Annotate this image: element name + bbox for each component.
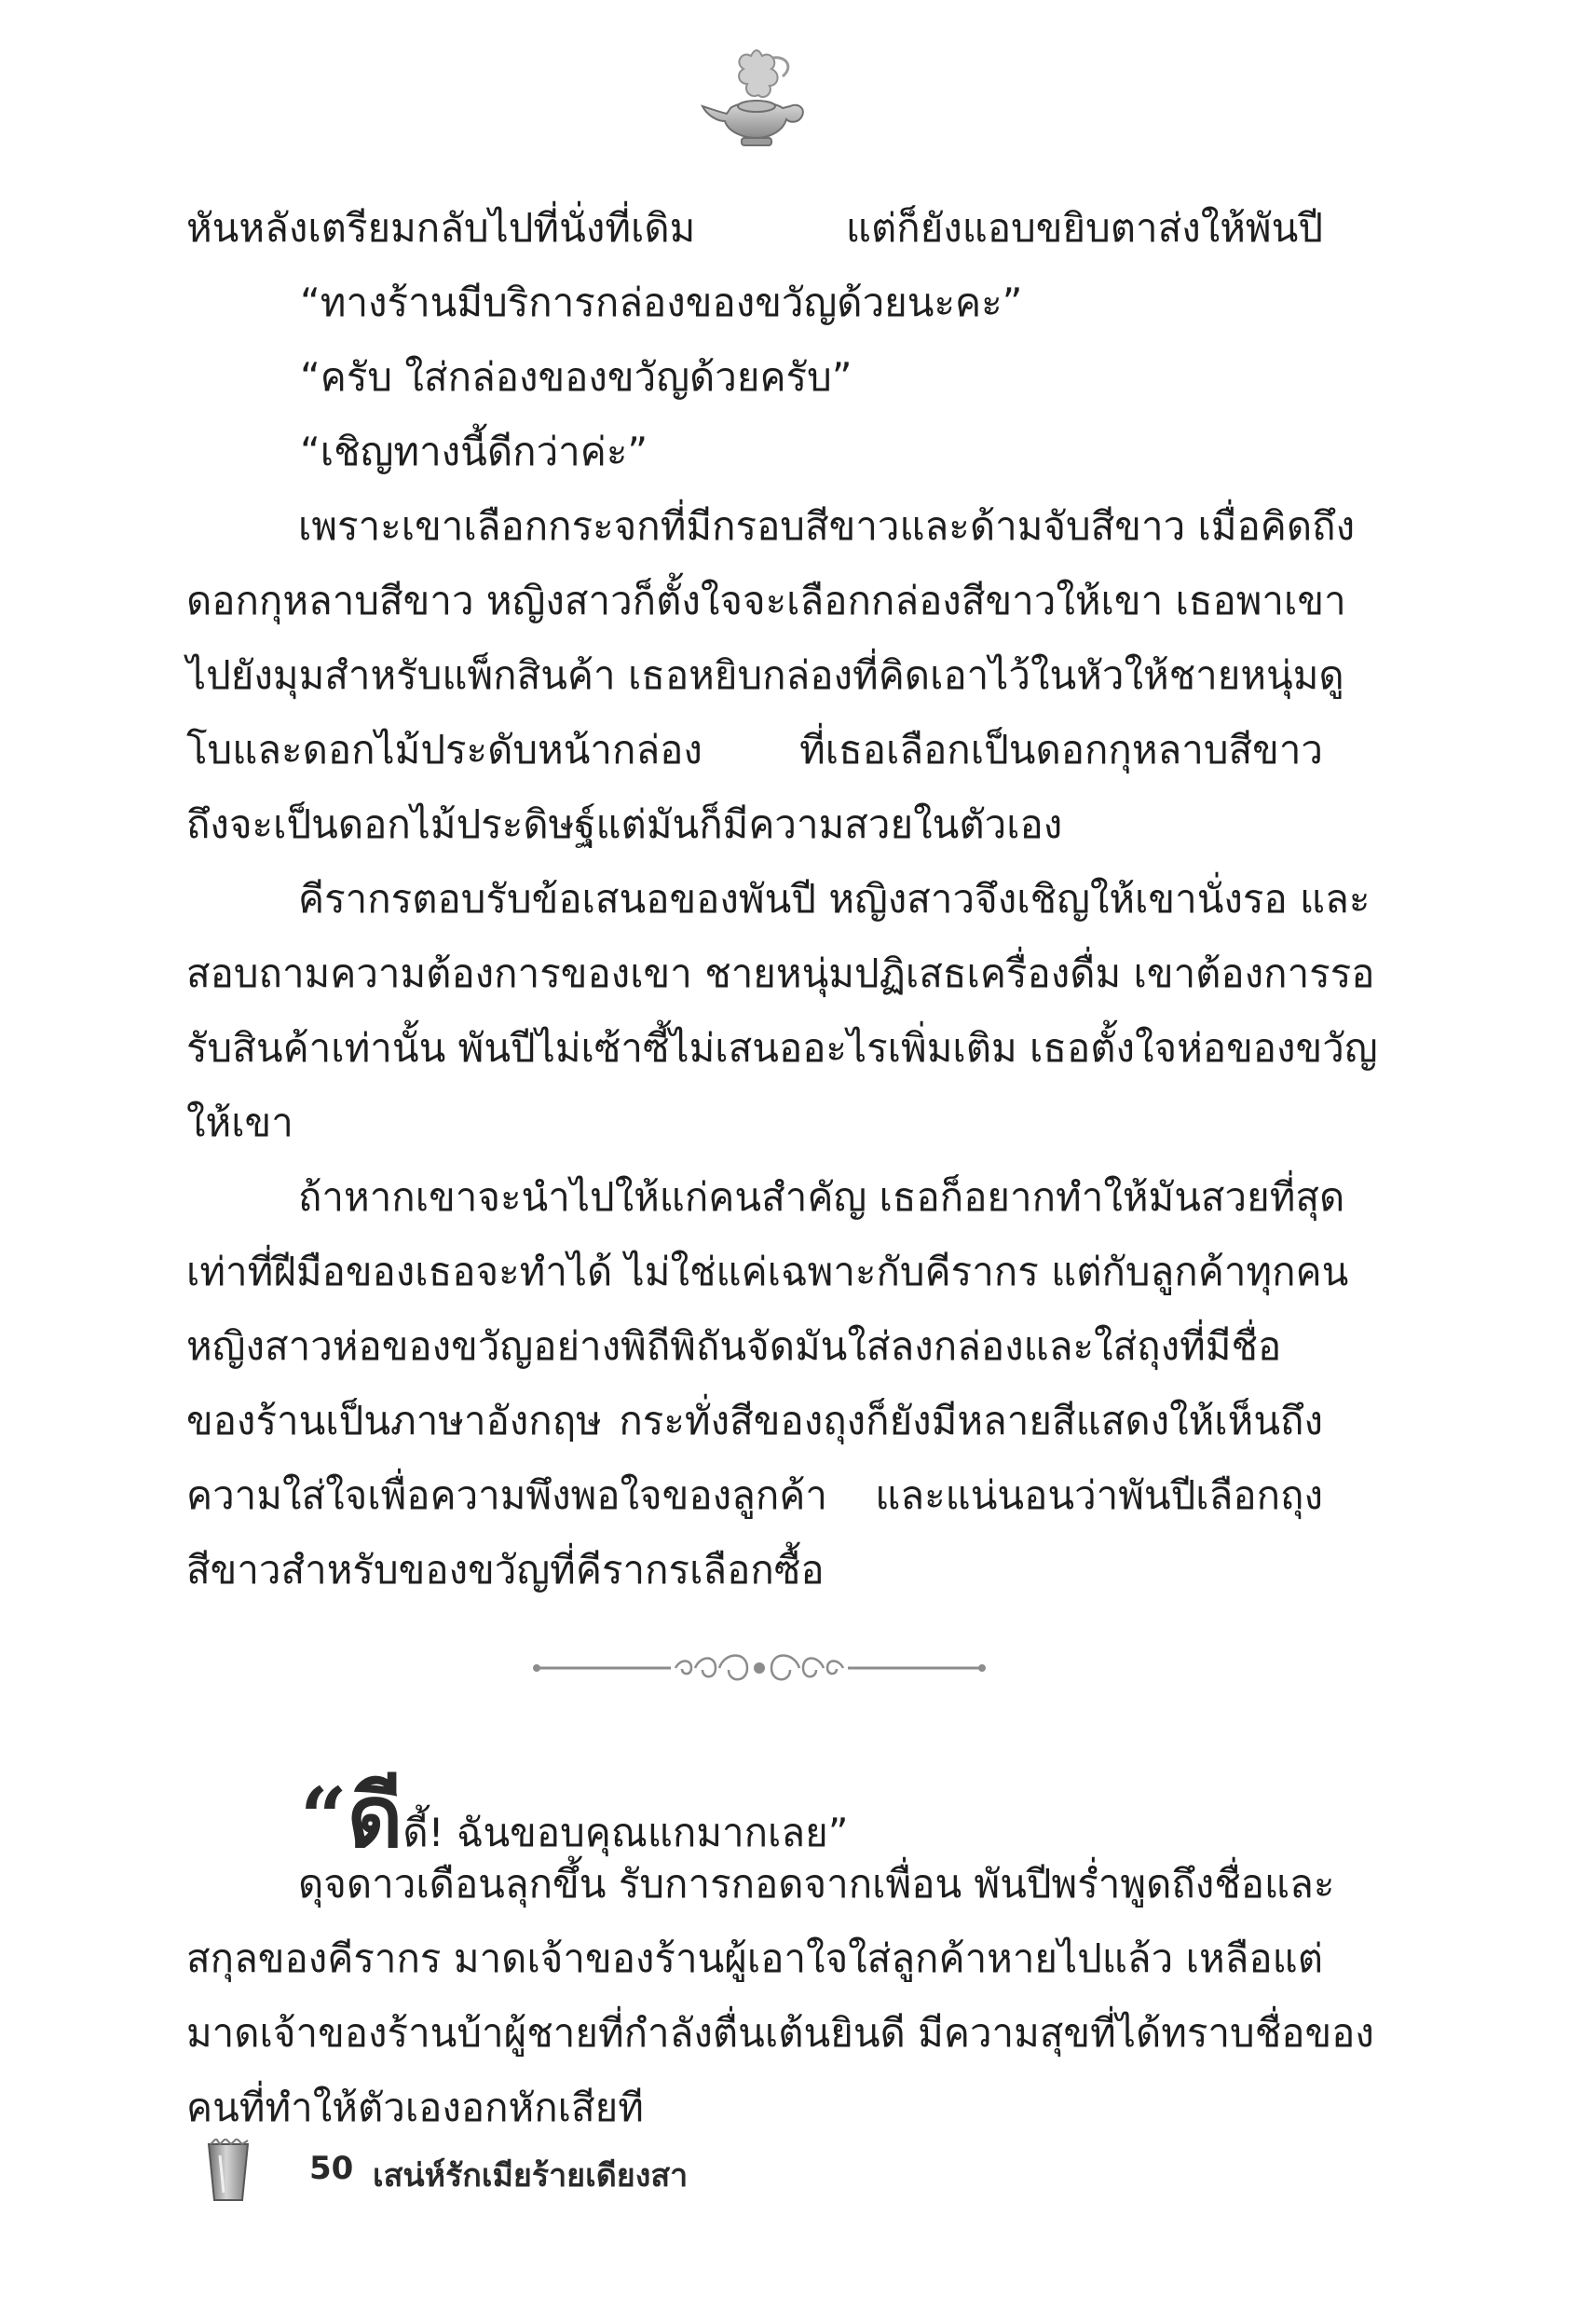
paragraph-line: คีรากรตอบรับข้อเสนอของพันปี หญิงสาวจึงเชิญให้เขานั่งรอ และ [298, 876, 1371, 922]
glass-cup-icon [205, 2139, 252, 2204]
flourish-divider-icon [531, 1649, 988, 1687]
page-number: 50 [309, 2150, 354, 2187]
body-section-2 [186, 1847, 1374, 2145]
paragraph-line: มาดเจ้าของร้านบ้าผู้ชายที่กำลังตื่นเต้นยินดี มีความสุขที่ได้ทราบชื่อของ [186, 2010, 1374, 2056]
page-footer [205, 2139, 1044, 2204]
dialogue-line: “เชิญทางนี้ดีกว่าค่ะ” [300, 429, 648, 474]
dropcap-letter: ดี [347, 1767, 403, 1867]
paragraph-line: หญิงสาวห่อของขวัญอย่างพิถีพิถันจัดมันใส่ลงกล่องและใส่ถุงที่มีชื่อ [186, 1323, 1282, 1369]
paragraph-line: ถ้าหากเขาจะนำไปให้แก่คนสำคัญ เธอก็อยากทำให้มันสวยที่สุด [298, 1174, 1345, 1220]
paragraph-line: เพราะเขาเลือกกระจกที่มีกรอบสีขาวและด้ามจับสีขาว เมื่อคิดถึง [298, 503, 1356, 549]
paragraph-line: ของร้านเป็นภาษาอังกฤษ กระทั่งสีของถุงก็ยังมีหลายสีแสดงให้เห็นถึง [186, 1398, 1323, 1443]
dropcap-rest-text: ดี้! ฉันขอบคุณแกมากเลย” [402, 1810, 849, 1855]
paragraph-line: เท่าที่ฝีมือของเธอจะทำได้ ไม่ใช่แค่เฉพาะกับคีรากร แต่กับลูกค้าทุกคน [186, 1249, 1349, 1294]
paragraph-line: ความใส่ใจเพื่อความพึงพอใจของลูกค้า และแน่นอนว่าพันปีเลือกถุง [186, 1472, 1323, 1518]
paragraph-line: ดอกกุหลาบสีขาว หญิงสาวก็ตั้งใจจะเลือกกล่องสีขาวให้เขา เธอพาเขา [186, 578, 1346, 623]
paragraph-line: ดุจดาวเดือนลุกขึ้น รับการกอดจากเพื่อน พันปีพร่ำพูดถึงชื่อและ [298, 1861, 1335, 1907]
paragraph-line: สกุลของคีรากร มาดเจ้าของร้านผู้เอาใจใส่ลูกค้าหายไปแล้ว เหลือแต่ [186, 1935, 1323, 1981]
paragraph-line: สีขาวสำหรับของขวัญที่คีรากรเลือกซื้อ [186, 1547, 825, 1593]
paragraph-line: รับสินค้าเท่านั้น พันปีไม่เซ้าซี้ไม่เสนออะไรเพิ่มเติม เธอตั้งใจห่อของขวัญ [186, 1025, 1378, 1071]
dialogue-line: “ครับ ใส่กล่องของขวัญด้วยครับ” [300, 354, 853, 400]
paragraph-line: ไปยังมุมสำหรับแพ็กสินค้า เธอหยิบกล่องที่คิดเอาไว้ในหัวให้ชายหนุ่มดู [186, 652, 1344, 698]
body-section-1 [186, 191, 1378, 1593]
genie-lamp-icon [689, 47, 820, 158]
dropcap-line [300, 1747, 849, 1867]
paragraph-line: ให้เขา [186, 1100, 293, 1145]
book-title: เสน่ห์รักเมียร้ายเดียงสา [373, 2157, 689, 2195]
paragraph-line: โบและดอกไม้ประดับหน้ากล่อง ที่เธอเลือกเป็นดอกกุหลาบสีขาว [186, 727, 1323, 773]
paragraph-line: สอบถามความต้องการของเขา ชายหนุ่มปฏิเสธเครื่องดื่ม เขาต้องการรอ [186, 950, 1375, 996]
paragraph-line: คนที่ทำให้ตัวเองอกหักเสียที [186, 2085, 644, 2130]
dropcap-open-quote: “ [300, 1769, 348, 1866]
dialogue-line: “ทางร้านมีบริการกล่องของขวัญด้วยนะคะ” [300, 280, 1023, 325]
paragraph-line: หันหลังเตรียมกลับไปที่นั่งที่เดิม แต่ก็ยังแอบขยิบตาส่งให้พันปี [186, 205, 1323, 251]
paragraph-line: ถึงจะเป็นดอกไม้ประดิษฐ์แต่มันก็มีความสวยในตัวเอง [186, 801, 1063, 847]
